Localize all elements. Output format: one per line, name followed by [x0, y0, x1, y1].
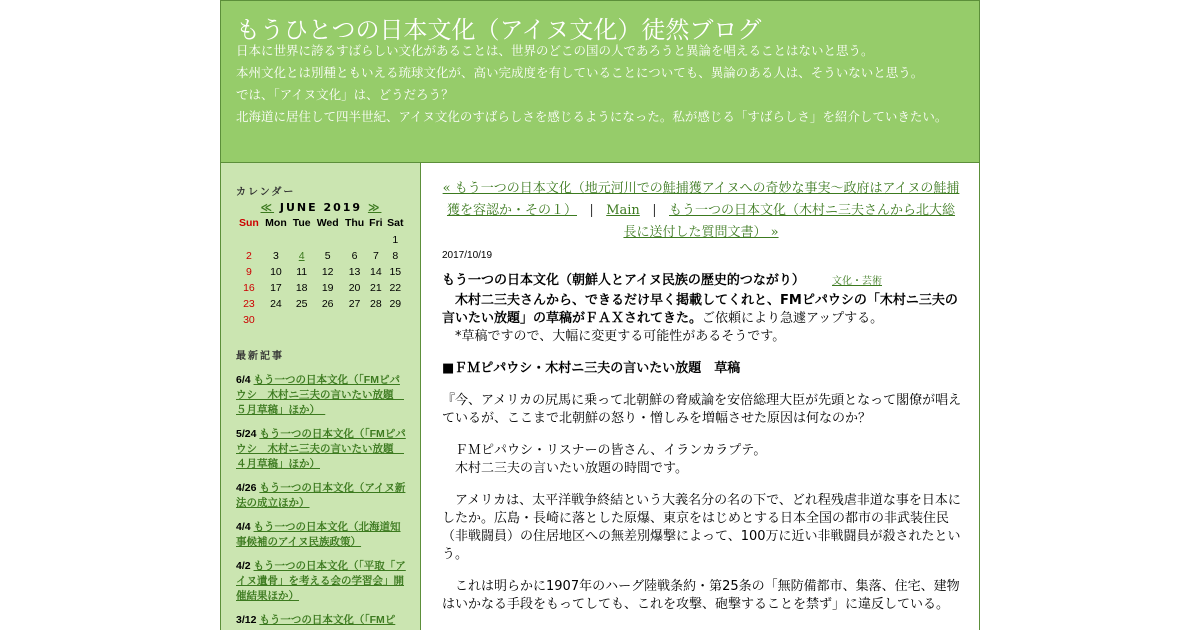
- calendar-day: 21: [370, 282, 382, 294]
- prev-post-link[interactable]: « もう一つの日本文化（地元河川での鮭捕獲アイヌへの奇妙な事実～政府はアイヌの鮭捕獲を容認か・その１）: [442, 181, 960, 218]
- calendar-day: 7: [372, 250, 379, 262]
- post-navigation: [442, 178, 960, 244]
- calendar-day: 13: [348, 266, 361, 278]
- calendar-weekday: Wed: [316, 217, 339, 229]
- calendar-day: 10: [270, 266, 282, 278]
- recent-post-item: [236, 613, 406, 628]
- calendar-day: 25: [295, 298, 308, 310]
- description-line: 本州文化とは別種ともいえる琉球文化が、高い完成度を有していることについても、異論のある人は、そういないと思う。: [236, 65, 924, 80]
- calendar-day: [367, 232, 385, 248]
- description-line: 日本に世界に誇るすばらしい文化があることは、世界のどこの国の人であろうと異論を唱えることはないと思う。: [236, 43, 874, 58]
- calendar-month-header: [236, 201, 406, 214]
- calendar-day: 26: [321, 298, 334, 310]
- calendar-day: 17: [270, 282, 282, 294]
- post-section-title: ■ＦＭピパウシ・木村ニ三夫の言いたい放題 草稿: [442, 361, 741, 376]
- calendar-day: 5: [324, 250, 331, 262]
- description-line: では、「アイヌ文化」は、どうだろう？: [236, 87, 454, 102]
- recent-post-item: [236, 481, 406, 511]
- calendar-day: [313, 312, 342, 328]
- calendar-week: [236, 312, 406, 328]
- recent-post-date: 5/24: [236, 428, 257, 440]
- recent-post-link[interactable]: もう一つの日本文化（「平取「アイヌ遺骨」を考える会の学習会」開催結果ほか）: [236, 560, 406, 602]
- post-body: [442, 292, 962, 628]
- post-note: *草稿ですので、大幅に変更する可能性があるそうです。: [442, 329, 786, 344]
- calendar-week: [236, 296, 406, 312]
- calendar-day: [290, 312, 313, 328]
- post-paragraph: アメリカは、太平洋戦争終結という大義名分の名の下で、どれ程残虐非道な事を日本にしたか。広島・長崎に落とした原爆、東京をはじめとする日本全国の都市の非武装住民（非戦闘員）の住居地区への無差別爆撃によって、100万に近い非戦闘員が殺されたという。: [442, 493, 961, 562]
- calendar-day: [290, 248, 313, 264]
- recent-post-link[interactable]: もう一つの日本文化（「FMピパウシ 木村ニ三夫の言いたい放題 ５月草稿」ほか）: [236, 374, 404, 416]
- calendar-day: 28: [370, 298, 382, 310]
- calendar-day: 12: [321, 266, 334, 278]
- post-paragraph: 『今、アメリカの尻馬に乗って北朝鮮の脅威論を安倍総理大臣が先頭となって閣僚が唱えているが、ここまで北朝鮮の怒り・憎しみを増幅させた原因は何なのか？: [442, 393, 962, 426]
- post-intro-rest: ご依頼により急遽アップする。: [702, 311, 884, 326]
- recent-post-item: [236, 559, 406, 604]
- recent-posts-list: [236, 373, 406, 630]
- calendar-day: [367, 312, 385, 328]
- calendar-day: 19: [321, 282, 334, 294]
- recent-post-item: [236, 373, 406, 418]
- calendar-day: 11: [296, 266, 308, 278]
- blog-description: [236, 40, 961, 128]
- calendar-day: [342, 312, 367, 328]
- calendar-day: [313, 232, 342, 248]
- calendar-day: 6: [351, 250, 358, 262]
- recent-post-date: 4/26: [236, 482, 257, 494]
- calendar-weekday: Tue: [292, 217, 311, 229]
- recent-post-date: 4/2: [236, 560, 251, 572]
- calendar-day: 20: [348, 282, 361, 294]
- calendar-day: 2: [246, 250, 252, 262]
- calendar-day: 3: [273, 250, 279, 262]
- calendar-weekday: Fri: [369, 217, 383, 229]
- calendar-week: [236, 280, 406, 296]
- recent-post-date: 4/4: [236, 521, 251, 533]
- calendar-day: [236, 232, 262, 248]
- calendar-day: 14: [370, 266, 382, 278]
- calendar-week: [236, 232, 406, 248]
- recent-posts-heading: 最新記事: [236, 351, 284, 362]
- sidebar: [221, 163, 421, 630]
- calendar-day: 1: [392, 234, 399, 246]
- post-date: 2017/10/19: [442, 250, 493, 261]
- calendar-day: [385, 312, 406, 328]
- calendar-day: 24: [270, 298, 282, 310]
- calendar-day: 22: [389, 282, 402, 294]
- recent-post-link[interactable]: もう一つの日本文化（北海道知事候補のアイヌ民族政策）: [236, 521, 401, 548]
- calendar-day: 30: [243, 314, 255, 326]
- nav-separator: |: [652, 203, 657, 218]
- post-intro-bold: 木村二三夫さんから、できるだけ早く掲載してくれと、FMピパウシの「木村ニ三夫の言いたい放題」の草稿がＦＡＸされてきた。: [442, 293, 958, 326]
- post-category-link[interactable]: 文化・芸術: [832, 276, 882, 287]
- calendar-day: 8: [392, 250, 399, 262]
- calendar-day: [290, 232, 313, 248]
- post-paragraph: [442, 442, 962, 478]
- calendar-month-label: JUNE 2019: [279, 201, 363, 214]
- recent-post-date: 6/4: [236, 374, 251, 386]
- calendar-day: 16: [243, 282, 255, 294]
- calendar-next-link[interactable]: ≫: [367, 201, 382, 214]
- calendar-day-link[interactable]: 4: [298, 250, 305, 262]
- calendar-weekday: Mon: [265, 217, 287, 229]
- calendar-day: 9: [246, 266, 252, 278]
- post-paragraph: これは明らかに1907年のハーグ陸戦条約・第25条の「無防備都市、集落、住宅、建物はいかなる手段をもってしても、これを攻撃、砲撃することを禁ず」に違反している。: [442, 579, 960, 612]
- recent-post-item: [236, 520, 406, 550]
- recent-post-link[interactable]: もう一つの日本文化（「FMピ: [259, 614, 396, 626]
- calendar-day: 23: [243, 298, 255, 310]
- recent-post-item: [236, 427, 406, 472]
- calendar-day: 29: [389, 298, 402, 310]
- calendar-week: [236, 264, 406, 280]
- blog-page: [220, 0, 980, 630]
- blog-title[interactable]: もうひとつの日本文化（アイヌ文化）徒然ブログ: [236, 16, 762, 44]
- recent-post-date: 3/12: [236, 614, 257, 626]
- calendar-day: 15: [389, 266, 402, 278]
- calendar-week: [236, 248, 406, 264]
- calendar-prev-link[interactable]: ≪: [260, 201, 275, 214]
- post-line: ＦＭピパウシ・リスナーの皆さん、イランカラプテ。: [442, 443, 767, 458]
- recent-post-link[interactable]: もう一つの日本文化（アイヌ新法の成立ほか）: [236, 482, 406, 509]
- calendar-day: [342, 232, 367, 248]
- description-line: 北海道に居住して四半世紀、アイヌ文化のすばらしさを感じるようになった。私が感じる「すばらしさ」を紹介していきたい。: [236, 109, 948, 124]
- calendar-weekday: Sun: [239, 217, 259, 229]
- calendar-weekday: Sat: [387, 217, 404, 229]
- calendar-heading: カレンダー: [236, 187, 296, 198]
- calendar-day: 18: [295, 282, 308, 294]
- post-category: [832, 272, 882, 287]
- post-line: 木村二三夫の言いたい放題の時間です。: [442, 461, 688, 476]
- post-intro: [442, 292, 962, 328]
- main-content: [422, 163, 979, 630]
- nav-separator: |: [589, 203, 594, 218]
- next-post-link[interactable]: もう一つの日本文化（木村ニ三夫さんから北大総長に送付した質問文書） »: [623, 203, 956, 240]
- calendar: [236, 214, 406, 328]
- calendar-day: [262, 232, 290, 248]
- recent-post-link[interactable]: もう一つの日本文化（「FMピパウシ 木村ニ三夫の言いたい放題 ４月草稿」ほか）: [236, 428, 406, 470]
- main-link[interactable]: Main: [606, 203, 640, 218]
- blog-header: [221, 0, 979, 163]
- calendar-day: 27: [348, 298, 361, 310]
- calendar-weekday: Thu: [344, 217, 365, 229]
- post-title: もう一つの日本文化（朝鮮人とアイヌ民族の歴史的つながり）: [442, 273, 805, 288]
- calendar-day: [262, 312, 290, 328]
